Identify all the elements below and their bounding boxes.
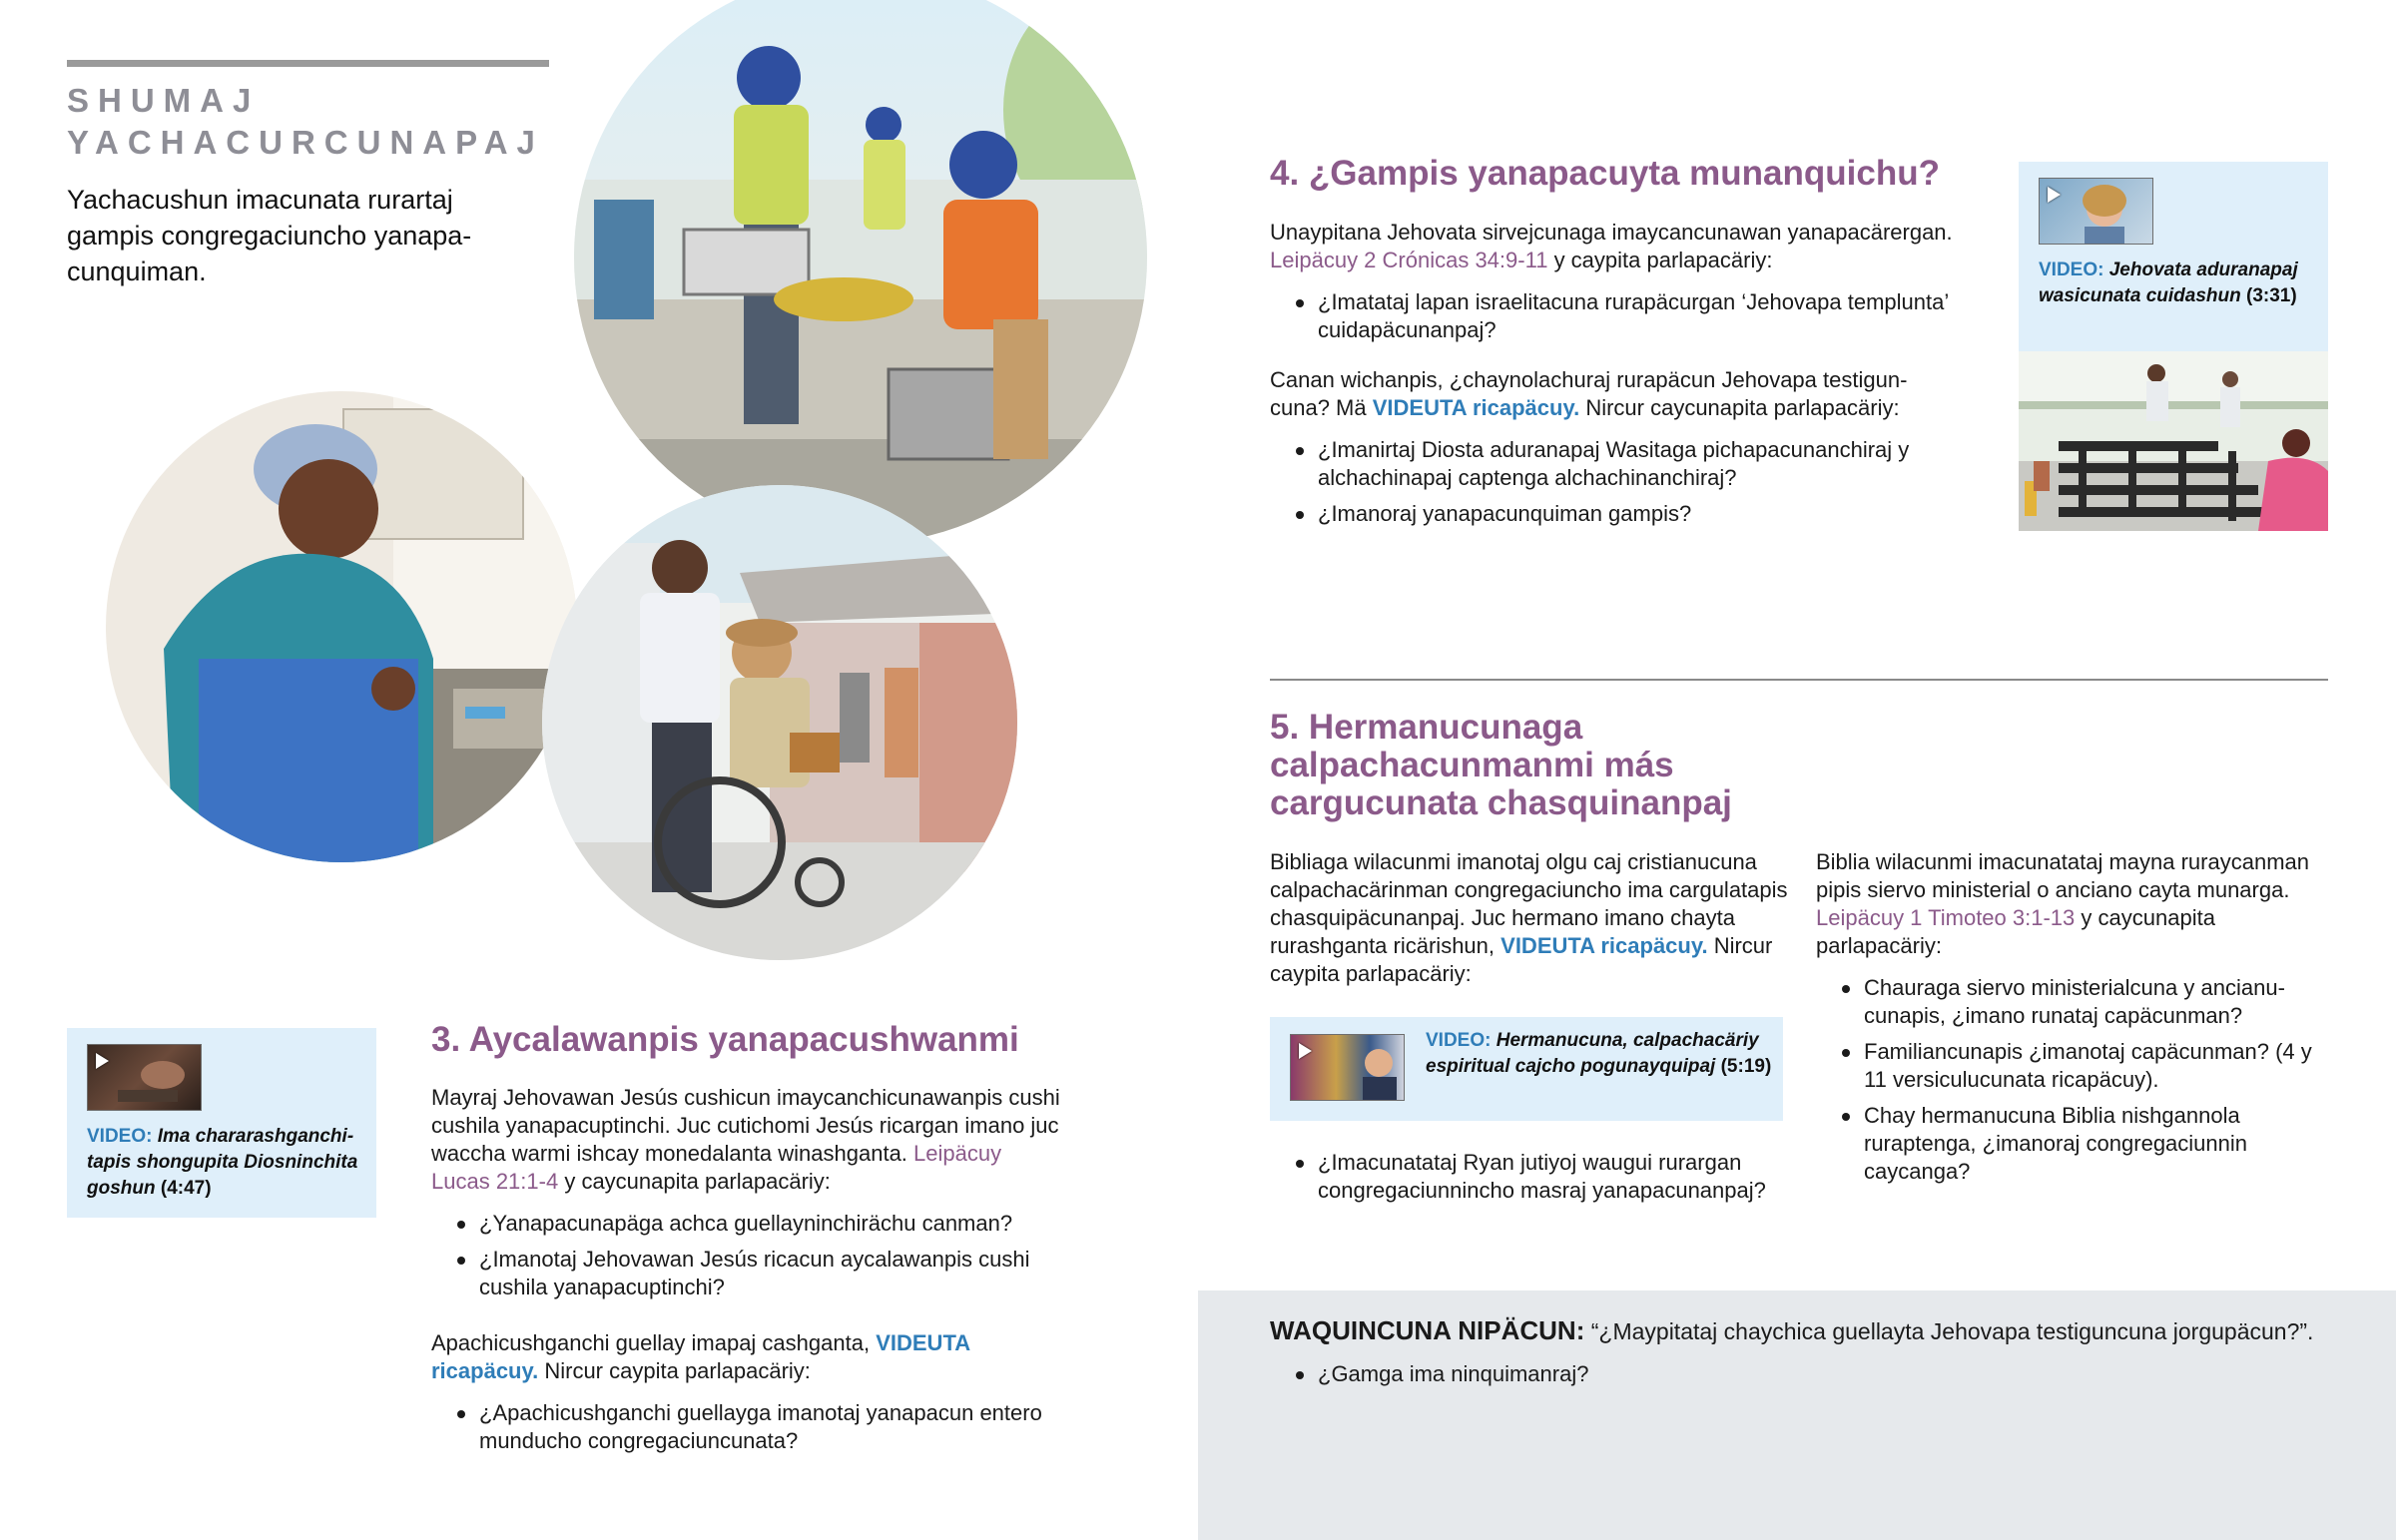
- section5-questions1: [1270, 1149, 1789, 1205]
- section3-question-2: ¿Imanotaj Jehovawan Jesús ricacun aycalawanpis cushi cushila yanapacuptinchi?: [431, 1246, 1060, 1301]
- section4-video-duration: (3:31): [2246, 285, 2297, 306]
- section4-questions1: [1270, 288, 1959, 344]
- summary-kicker-line1: SHUMAJ: [67, 82, 261, 119]
- section3-questions1: [431, 1210, 1060, 1301]
- others-say-panel: [1198, 1290, 2396, 1540]
- section3-body: [431, 1084, 1060, 1463]
- section5-heading-line2: calpachacunmanmi más: [1270, 746, 1674, 784]
- woman-portrait-image: [2040, 179, 2153, 245]
- section3-question-3: ¿Apachicushganchi guellayga imanotaj yanapacun entero munducho congregaciuncunata?: [431, 1399, 1060, 1455]
- section5-questions2: [1816, 974, 2330, 1186]
- section4-para2-tail: Nircur caycunapita parlapacäriy:: [1585, 395, 1900, 420]
- section3-para1-tail: y caycunapita parlapacäriy:: [564, 1169, 831, 1194]
- section5-question-4: Chay hermanucuna Biblia nishgannola ruraptenga, ¿imanoraj congregaciunnin caycanga?: [1816, 1102, 2330, 1186]
- section-divider: [1270, 679, 2328, 681]
- section3-questions2: [431, 1399, 1060, 1455]
- others-say-label: WAQUINCUNA NIPÄCUN:: [1270, 1315, 1585, 1345]
- section5-question-3: Familiancunapis ¿imanotaj capäcunman? (4 y 11 versiculucunata ricapäcuy).: [1816, 1038, 2330, 1094]
- section4-video-card[interactable]: [2019, 162, 2328, 351]
- section5-paragraph2: [1816, 848, 2330, 960]
- section5-left-column: [1270, 848, 1789, 988]
- section3-paragraph2: [431, 1329, 1060, 1385]
- section5-para1-text: Bibliaga wilacunmi imanotaj olgu caj cristianucuna calpachacärinman congregaciuncho ima cargulatapis chasquipäcunanpaj. Juc hermano imano chayta rurashganta ricärishun,: [1270, 849, 1788, 958]
- man-portrait-image: [1291, 1035, 1405, 1101]
- hands-coins-image: [88, 1045, 202, 1111]
- section5-scripture-link[interactable]: Leipäcuy 1 Timoteo 3:1-13: [1816, 905, 2076, 930]
- section5-heading: [1270, 709, 1869, 822]
- section5-video-label: VIDEO:: [1426, 1030, 1492, 1051]
- section4-video-link[interactable]: VIDEUTA ricapäcuy.: [1372, 395, 1580, 420]
- others-say-text: [1270, 1314, 2378, 1347]
- volunteers-construction-illustration: [574, 0, 1148, 544]
- section3-video-title: Ima chararashganchitapis shongupita Diosninchita goshun: [87, 1126, 358, 1199]
- section4-video-label: VIDEO:: [2039, 259, 2104, 280]
- summary-kicker: [67, 80, 566, 164]
- section4-paragraph1: [1270, 219, 1959, 274]
- section5-video-caption: [1426, 1028, 1775, 1080]
- section5-para1-tail: Nircur caypita parlapacäriy:: [1270, 933, 1773, 986]
- section3-video-label: VIDEO:: [87, 1126, 153, 1147]
- summary-kicker-line2: YACHACURCUNAPAJ: [67, 124, 544, 161]
- summary-intro: Yachacushun imacunata rurartaj gampis congregaciuncho yanapacunquiman.: [67, 185, 472, 286]
- section4-video-caption: [2039, 257, 2323, 309]
- section5-video-title: Hermanucuna, calpachacäriy espiritual cajcho pogunayquipaj: [1426, 1030, 1759, 1077]
- section3-video-thumbnail[interactable]: [87, 1044, 202, 1111]
- summary-top-rule: [67, 60, 549, 67]
- section3-video-caption: [87, 1124, 371, 1202]
- section3-para2-text: Apachicushganchi guellay imapaj cashganta,: [431, 1330, 871, 1355]
- section3-question-1: ¿Yanapacunapäga achca guellayninchirächu canman?: [431, 1210, 1060, 1238]
- woman-donation-illustration: [104, 389, 579, 864]
- section3-heading: 3. Aycalawanpis yanapacushwanmi: [431, 1020, 1019, 1059]
- section4-video-title: Jehovata aduranapaj wasicunata cuidashun: [2039, 259, 2298, 306]
- section5-video-card[interactable]: [1270, 1017, 1783, 1121]
- others-say-quote: “¿Maypitataj chaychica guellayta Jehovapa testiguncuna jorgupäcun?”.: [1590, 1318, 2314, 1344]
- others-say-question: ¿Gamga ima ninquimanraj?: [1270, 1360, 2168, 1388]
- section3-para2-tail: Nircur caypita parlapacäriy:: [544, 1358, 811, 1383]
- section4-heading: 4. ¿Gampis yanapacuyta munanquichu?: [1270, 154, 1940, 193]
- section4-paragraph2: [1270, 366, 1959, 422]
- section4-body: [1270, 219, 1959, 536]
- section4-para1-tail: y caypita parlapacäriy:: [1553, 248, 1773, 272]
- section4-para2-text: Canan wichanpis, ¿chaynolachuraj rurapäcun Jehovapa testiguncuna? Mä: [1270, 367, 1908, 420]
- section5-question-2: Chauraga siervo ministerialcuna y ancianucunapis, ¿imano runataj capäcunman?: [1816, 974, 2330, 1030]
- section5-paragraph1: [1270, 848, 1789, 988]
- section3-video-link[interactable]: VIDEUTA ricapäcuy.: [431, 1330, 970, 1383]
- section5-question-1: ¿Imacunatataj Ryan jutiyoj waugui rurargan congregaciunnincho masraj yanapacunanpaj?: [1270, 1149, 1789, 1205]
- others-say-questions: [1270, 1360, 2168, 1396]
- man-wheelchair-illustration: [540, 483, 1019, 962]
- section3-video-duration: (4:47): [160, 1178, 212, 1199]
- section5-heading-line3: cargucunata chasquinanpaj: [1270, 783, 1732, 822]
- section5-video-link[interactable]: VIDEUTA ricapäcuy.: [1500, 933, 1708, 958]
- section3-video-card[interactable]: [67, 1028, 376, 1218]
- section3-para1-text: Mayraj Jehovawan Jesús cushicun imaycanchicunawanpis cushi cushila yanapacuptinchi. Juc cutichomi Jesús ricargan imano juc waccha warmi ishcay monedalanta winashganta.: [431, 1085, 1060, 1166]
- section4-questions2: [1270, 436, 1959, 528]
- section4-question-1: ¿Imatataj lapan israelitacuna rurapäcurgan ‘Jehovapa templunta’ cuidapäcunanpaj?: [1270, 288, 1959, 344]
- section4-scripture-link[interactable]: Leipäcuy 2 Crónicas 34:9-11: [1270, 248, 1548, 272]
- section5-para2-text: Biblia wilacunmi imacunatataj mayna ruraycanman pipis siervo ministerial o anciano cayta munarga.: [1816, 849, 2310, 902]
- section5-heading-line1: 5. Hermanucunaga: [1270, 708, 1583, 747]
- section4-question-2: ¿Imanirtaj Diosta aduranapaj Wasitaga pichapacunanchiraj y alchachinapaj captenga alchachinanchiraj?: [1270, 436, 1959, 492]
- section4-para1-text: Unaypitana Jehovata sirvejcunaga imaycancunawan yanapacärergan.: [1270, 220, 1953, 245]
- section4-question-3: ¿Imanoraj yanapacunquiman gampis?: [1270, 500, 1959, 528]
- hall-cleaning-photo: [2019, 351, 2328, 531]
- section5-right-column: [1816, 848, 2330, 1194]
- section3-paragraph1: [431, 1084, 1060, 1196]
- section3-scripture-link[interactable]: Leipäcuy Lucas 21:1-4: [431, 1141, 1002, 1194]
- section5-para2-tail: y caycunapita parlapacäriy:: [1816, 905, 2215, 958]
- section5-video-thumbnail[interactable]: [1290, 1034, 1405, 1101]
- section5-video-duration: (5:19): [1720, 1056, 1772, 1077]
- section5-left-questions: [1270, 1149, 1789, 1213]
- section4-video-thumbnail[interactable]: [2039, 178, 2153, 245]
